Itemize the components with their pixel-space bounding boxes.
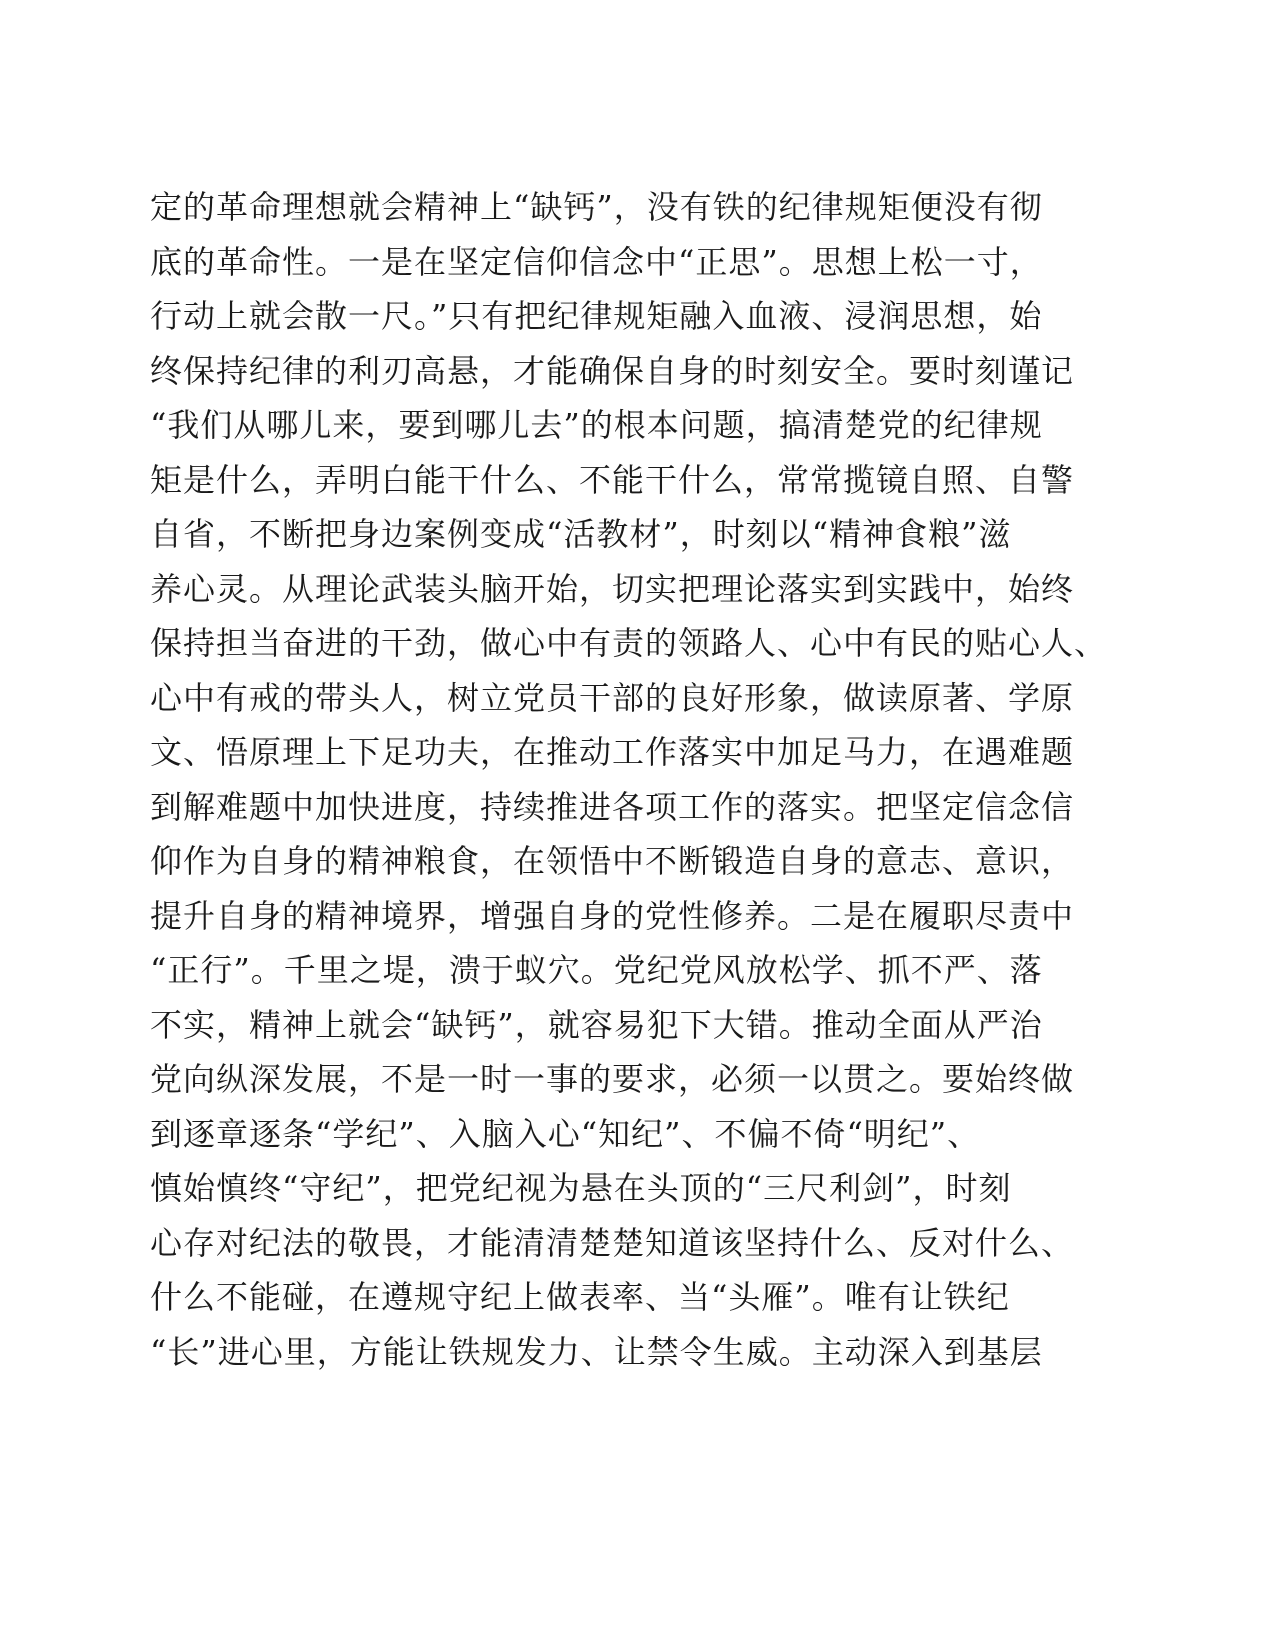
text-line: 心中有戒的带头人，树立党员干部的良好形象，做读原著、学原 [150,678,1075,717]
body-text [150,180,1110,1379]
text-line: 养心灵。从理论武装头脑开始，切实把理论落实到实践中，始终 [150,569,1075,608]
text-line: “长”进心里，方能让铁规发力、让禁令生威。主动深入到基层 [150,1332,1043,1371]
text-line: 文、悟原理上下足功夫，在推动工作落实中加足马力，在遇难题 [150,733,1075,771]
text-line: 党向纵深发展，不是一时一事的要求，必须一以贯之。要始终做 [150,1060,1075,1098]
text-line: 提升自身的精神境界，增强自身的党性修养。二是在履职尽责中 [150,896,1075,935]
text-line: 慎始慎终“守纪”，把党纪视为悬在头顶的“三尺利剑”，时刻 [150,1169,1012,1207]
text-line: 矩是什么，弄明白能干什么、不能干什么，常常揽镜自照、自警 [150,460,1075,499]
text-line: 不实，精神上就会“缺钙”，就容易犯下大错。推动全面从严治 [150,1005,1043,1044]
text-line: 自省，不断把身边案例变成“活教材”，时刻以“精神食粮”滋 [150,515,1012,553]
text-line: 什么不能碰，在遵规守纪上做表率、当“头雁”。唯有让铁纪 [150,1278,1010,1316]
text-line: 行动上就会散一尺。”只有把纪律规矩融入血液、浸润思想，始 [150,297,1043,335]
text-line: 到解难题中加快进度，持续推进各项工作的落实。把坚定信念信 [150,787,1075,826]
text-line: 仰作为自身的精神粮食，在领悟中不断锻造自身的意志、意识， [150,842,1075,880]
text-line: “正行”。千里之堤，溃于蚁穴。党纪党风放松学、抓不严、落 [150,951,1043,989]
text-line: 到逐章逐条“学纪”、入脑入心“知纪”、不偏不倚“明纪”、 [150,1114,981,1153]
text-line: 保持担当奋进的干劲，做心中有责的领路人、心中有民的贴心人、 [150,624,1108,662]
text-line: 定的革命理想就会精神上“缺钙”，没有铁的纪律规矩便没有彻 [150,188,1043,226]
text-line: 终保持纪律的利刃高悬，才能确保自身的时刻安全。要时刻谨记 [150,351,1075,390]
text-line: 底的革命性。一是在坚定信仰信念中“正思”。思想上松一寸， [150,242,1043,281]
text-line: “我们从哪儿来，要到哪儿去”的根本问题，搞清楚党的纪律规 [150,406,1043,444]
text-line: 心存对纪法的敬畏，才能清清楚楚知道该坚持什么、反对什么、 [150,1223,1075,1262]
